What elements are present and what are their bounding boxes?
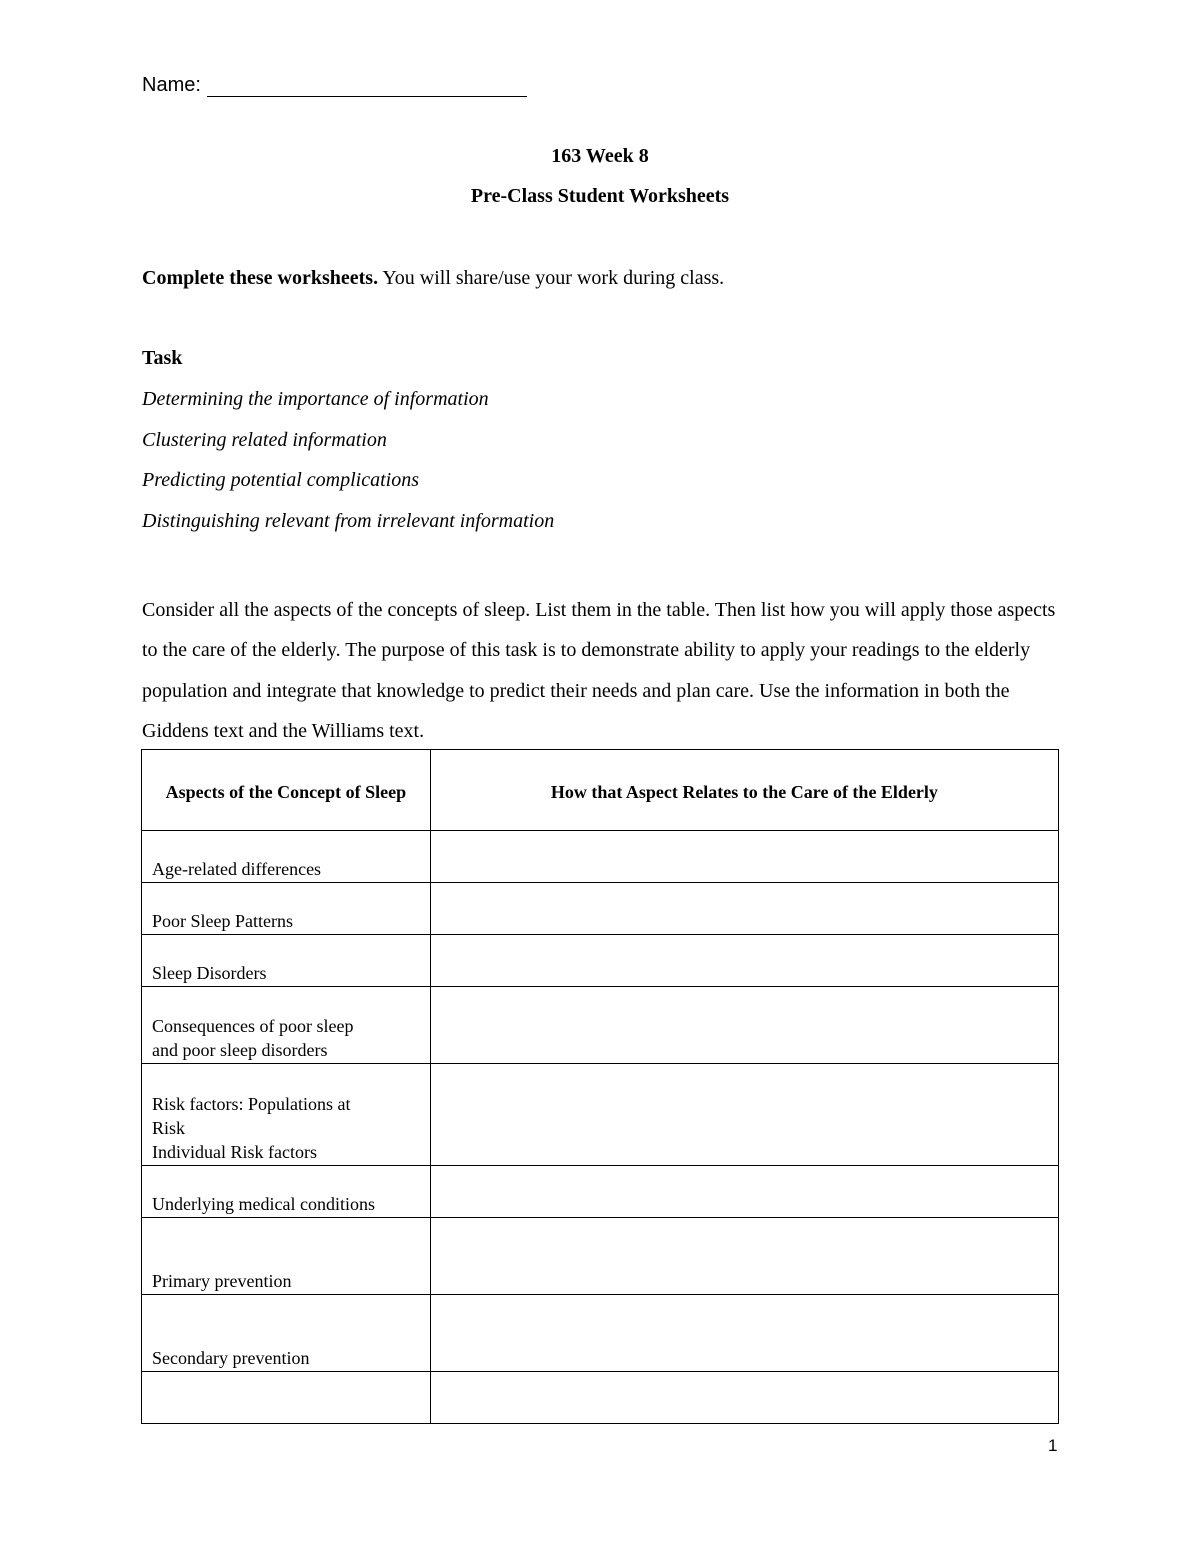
instructions-rest: You will share/use your work during class.: [378, 267, 725, 289]
instructions: [142, 267, 724, 290]
relation-cell[interactable]: [430, 1295, 1058, 1372]
aspect-label: Sleep Disorders: [152, 963, 267, 983]
aspect-label: Risk: [152, 1118, 186, 1138]
name-label: Name:: [142, 74, 201, 96]
table-row: [142, 935, 1059, 987]
aspect-label: and poor sleep disorders: [152, 1040, 328, 1060]
aspect-label: Consequences of poor sleep: [152, 1016, 354, 1036]
relation-cell[interactable]: [430, 1372, 1058, 1424]
table-header-row: [142, 750, 1059, 831]
table-row: [142, 1218, 1059, 1295]
table-row: [142, 883, 1059, 935]
aspect-label: Risk factors: Populations at: [152, 1094, 351, 1114]
aspect-cell: [142, 1218, 431, 1295]
task-list: [142, 387, 554, 549]
aspect-cell: [142, 831, 431, 883]
aspect-label: Secondary prevention: [152, 1348, 310, 1368]
aspect-cell: [142, 1295, 431, 1372]
task-item: Distinguishing relevant from irrelevant information: [142, 509, 555, 532]
name-blank-line[interactable]: [207, 76, 527, 97]
aspect-label: Poor Sleep Patterns: [152, 911, 293, 931]
table-row: [142, 1372, 1059, 1424]
assignment-paragraph: Consider all the aspects of the concepts of sleep. List them in the table. Then list how you will apply those aspects to the care of the elderly. The purpose of this task is to demonstrate ability to apply your readings to the elderly population and integrate that knowledge to predict their needs and plan care. Use the information in both the Giddens text and the Williams text.: [142, 599, 1056, 742]
task-heading: Task: [142, 347, 183, 369]
task-item: Clustering related information: [142, 428, 387, 451]
sleep-aspects-table: [141, 749, 1059, 1424]
relation-cell[interactable]: [430, 1166, 1058, 1218]
relation-cell[interactable]: [430, 883, 1058, 935]
aspect-label: Age-related differences: [152, 859, 322, 879]
aspect-label: Individual Risk factors: [152, 1142, 317, 1162]
relation-cell[interactable]: [430, 935, 1058, 987]
task-item: Determining the importance of information: [142, 388, 489, 410]
aspect-label: Underlying medical conditions: [152, 1194, 375, 1214]
aspect-cell: [142, 1166, 431, 1218]
table-row: [142, 1295, 1059, 1372]
column-header-aspects: Aspects of the Concept of Sleep: [142, 750, 431, 831]
table-row: [142, 987, 1059, 1064]
aspect-cell: [142, 883, 431, 935]
aspect-cell[interactable]: [142, 1372, 431, 1424]
table-row: [142, 831, 1059, 883]
table-row: [142, 1166, 1059, 1218]
relation-cell[interactable]: [430, 831, 1058, 883]
aspect-cell: [142, 935, 431, 987]
name-field: [142, 74, 527, 97]
aspect-cell: [142, 987, 431, 1064]
relation-cell[interactable]: [430, 1064, 1058, 1166]
task-item: Predicting potential complications: [142, 469, 419, 491]
instructions-bold: Complete these worksheets.: [142, 267, 379, 289]
worksheet-title: Pre-Class Student Worksheets: [470, 185, 730, 207]
course-week-title: 163 Week 8: [551, 145, 649, 167]
table-row: [142, 1064, 1059, 1166]
aspect-cell: [142, 1064, 431, 1166]
relation-cell[interactable]: [430, 1218, 1058, 1295]
relation-cell[interactable]: [430, 987, 1058, 1064]
page-number: 1: [1048, 1436, 1058, 1455]
aspect-label: Primary prevention: [152, 1271, 292, 1291]
column-header-relation: How that Aspect Relates to the Care of the Elderly: [430, 750, 1058, 831]
